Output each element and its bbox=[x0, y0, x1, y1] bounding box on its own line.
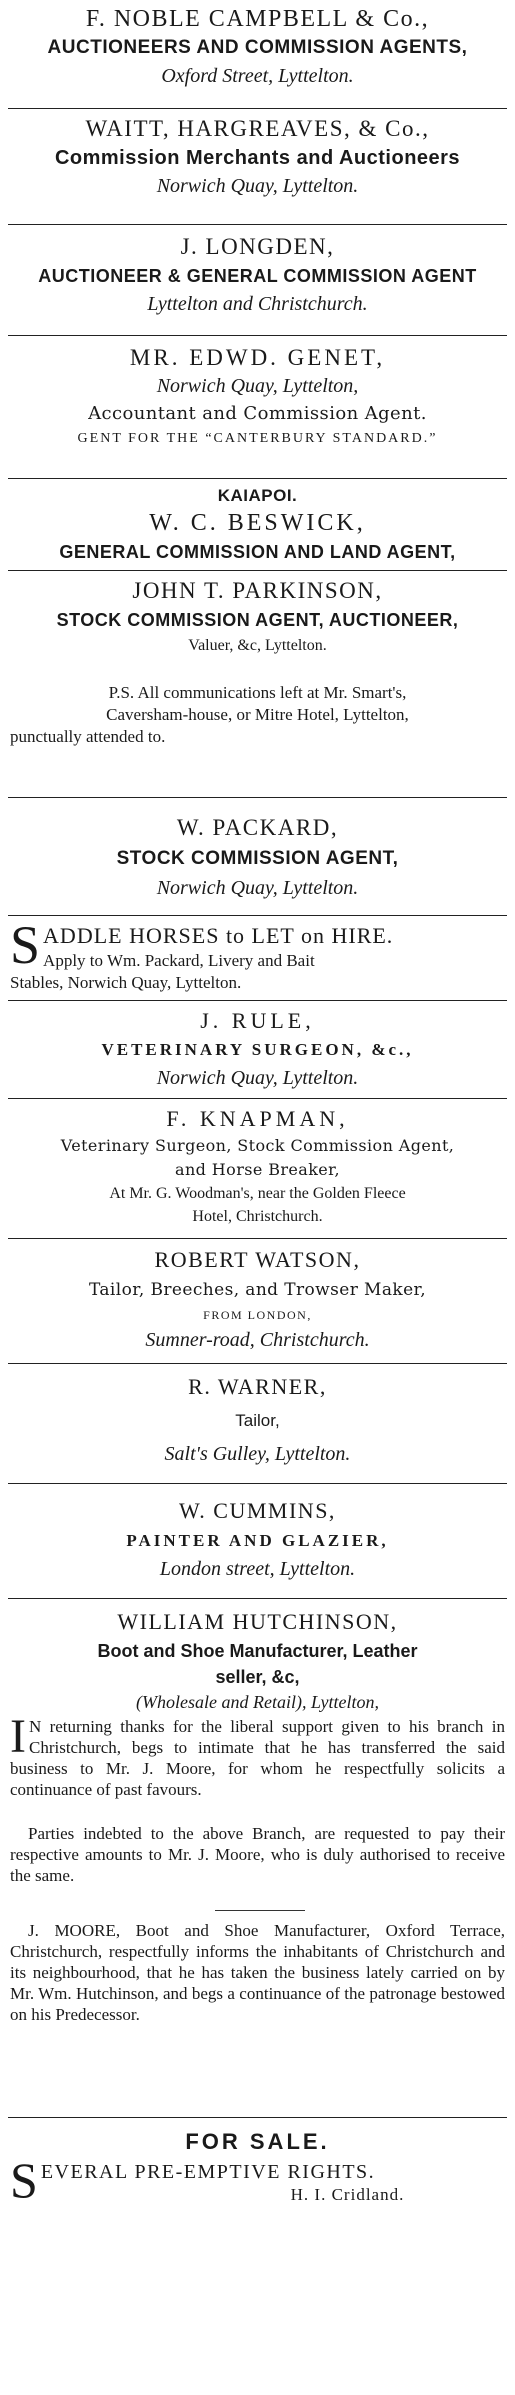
advertiser-name: F. NOBLE CAMPBELL & Co., bbox=[85, 6, 430, 32]
ad-heading: Accountant and Commission Agent. bbox=[88, 403, 427, 424]
divider bbox=[8, 1598, 507, 1599]
ad-address: Lyttelton and Christchurch. bbox=[147, 293, 368, 315]
divider bbox=[8, 1483, 507, 1484]
divider bbox=[8, 797, 507, 798]
ad-heading: STOCK COMMISSION AGENT, bbox=[116, 848, 399, 869]
ad-heading: FOR SALE. bbox=[185, 2129, 330, 2154]
ad-rule bbox=[0, 1006, 515, 1092]
advertiser-name: J. LONGDEN, bbox=[180, 234, 335, 259]
moore-paragraph bbox=[10, 1920, 505, 2025]
ad-body-line: Apply to Wm. Packard, Livery and Bait bbox=[43, 951, 315, 970]
for-sale-body bbox=[10, 2152, 505, 2208]
ad-heading: and Horse Breaker, bbox=[175, 1160, 340, 1179]
advertiser-signature: H. I. Cridland. bbox=[290, 2185, 405, 2204]
ad-heading: Veterinary Surgeon, Stock Commission Agent, bbox=[60, 1136, 455, 1155]
hutchinson-paragraph bbox=[10, 1823, 505, 1886]
advertiser-name: J. RULE, bbox=[200, 1008, 315, 1033]
advertiser-name: ROBERT WATSON, bbox=[154, 1247, 361, 1272]
divider bbox=[8, 1000, 507, 1001]
divider bbox=[8, 915, 507, 916]
divider bbox=[8, 108, 507, 109]
ad-heading: ADDLE HORSES to LET on HIRE. bbox=[43, 923, 394, 948]
ad-heading: seller, &c, bbox=[215, 1667, 300, 1687]
ad-address: London street, Lyttelton. bbox=[159, 1558, 356, 1580]
advertiser-name: WAITT, HARGREAVES, & Co., bbox=[85, 116, 430, 141]
ad-postscript bbox=[10, 682, 505, 748]
ad-body-line: EVERAL PRE-EMPTIVE RIGHTS. bbox=[40, 2161, 376, 2183]
ad-heading: GENERAL COMMISSION AND LAND AGENT, bbox=[59, 542, 456, 562]
divider bbox=[8, 335, 507, 336]
ad-address: Salt's Gulley, Lyttelton. bbox=[164, 1443, 351, 1465]
ad-watson bbox=[0, 1244, 515, 1354]
divider bbox=[8, 1238, 507, 1239]
ad-heading: Commission Merchants and Auctioneers bbox=[54, 147, 461, 169]
ad-address: Norwich Quay, Lyttelton. bbox=[156, 1067, 359, 1089]
postscript-line: Caversham-house, or Mitre Hotel, Lyttelton, bbox=[106, 705, 409, 724]
ad-address: Norwich Quay, Lyttelton, bbox=[156, 375, 359, 397]
ad-address: Norwich Quay, Lyttelton. bbox=[156, 175, 359, 197]
ad-noble-campbell bbox=[0, 4, 515, 90]
ad-parkinson bbox=[0, 576, 515, 658]
paragraph-text: J. MOORE, Boot and Shoe Manufacturer, Oxford Terrace, Christchurch, respectfully informs the inhabitants of Christchurch and its neighbourhood, that he has taken the business lately carried on by Mr. Wm. Hutchinson, and begs a continuance of the patronage bestowed on his Predecessor. bbox=[10, 1921, 505, 2024]
ad-note: FROM LONDON, bbox=[203, 1308, 312, 1322]
ad-hutchinson bbox=[0, 1606, 515, 1714]
ad-heading: VETERINARY SURGEON, &c., bbox=[101, 1040, 414, 1059]
ad-knapman bbox=[0, 1104, 515, 1228]
ad-heading: PAINTER AND GLAZIER, bbox=[126, 1531, 389, 1550]
ad-address: Oxford Street, Lyttelton. bbox=[161, 65, 354, 87]
divider bbox=[8, 224, 507, 225]
advertiser-name: R. WARNER, bbox=[188, 1374, 327, 1399]
ad-heading: Tailor, bbox=[235, 1411, 280, 1430]
advertiser-name: F. KNAPMAN, bbox=[166, 1106, 349, 1131]
advertiser-name: JOHN T. PARKINSON, bbox=[132, 578, 383, 603]
drop-cap: S bbox=[10, 2152, 38, 2208]
ad-heading: AUCTIONEERS AND COMMISSION AGENTS, bbox=[47, 37, 468, 58]
divider bbox=[8, 2117, 507, 2118]
ad-heading: Boot and Shoe Manufacturer, Leather bbox=[97, 1641, 418, 1661]
advertiser-name: MR. EDWD. GENET, bbox=[129, 345, 386, 370]
ad-body-line: At Mr. G. Woodman's, near the Golden Fleece bbox=[109, 1185, 406, 1202]
ad-saddle-horses bbox=[10, 915, 505, 994]
ad-body-line: Hotel, Christchurch. bbox=[192, 1208, 323, 1225]
drop-cap: I bbox=[10, 1710, 26, 1763]
advertiser-name: WILLIAM HUTCHINSON, bbox=[117, 1609, 398, 1634]
paragraph-text: N returning thanks for the liberal support given to his branch in Christchurch, begs to intimate that he has transferred the said business to Mr. J. Moore, for whom he respectfully solicits a continuance of past favours. bbox=[10, 1717, 505, 1799]
divider bbox=[8, 478, 507, 479]
ad-address: (Wholesale and Retail), Lyttelton, bbox=[136, 1692, 379, 1712]
ad-waitt-hargreaves bbox=[0, 114, 515, 200]
advertiser-name: W. PACKARD, bbox=[176, 815, 339, 840]
postscript-line: punctually attended to. bbox=[10, 727, 166, 746]
ad-address: Sumner-road, Christchurch. bbox=[145, 1329, 370, 1351]
ad-subheading: Valuer, &c, Lyttelton. bbox=[188, 637, 327, 654]
ad-cummins bbox=[0, 1495, 515, 1583]
ad-heading: STOCK COMMISSION AGENT, AUCTIONEER, bbox=[56, 610, 459, 630]
ad-heading: AUCTIONEER & GENERAL COMMISSION AGENT bbox=[38, 266, 477, 286]
ad-genet bbox=[0, 343, 515, 451]
advertiser-name: W. C. BESWICK, bbox=[149, 510, 366, 536]
drop-cap: S bbox=[10, 915, 41, 975]
ad-address: Norwich Quay, Lyttelton. bbox=[156, 877, 359, 899]
postscript-line: P.S. All communications left at Mr. Smart's, bbox=[108, 683, 407, 702]
divider bbox=[8, 1098, 507, 1099]
ad-for-sale bbox=[0, 2126, 515, 2158]
short-divider bbox=[215, 1910, 305, 1911]
divider bbox=[8, 570, 507, 571]
ad-beswick bbox=[0, 484, 515, 566]
ad-packard bbox=[0, 812, 515, 902]
hutchinson-paragraph bbox=[10, 1710, 505, 1800]
divider bbox=[8, 1363, 507, 1364]
advertiser-name: W. CUMMINS, bbox=[179, 1498, 336, 1523]
ad-place: KAIAPOI. bbox=[217, 486, 298, 505]
ad-body-line: Stables, Norwich Quay, Lyttelton. bbox=[10, 973, 242, 992]
ad-warner bbox=[0, 1369, 515, 1471]
ad-heading: Tailor, Breeches, and Trowser Maker, bbox=[88, 1280, 427, 1300]
ad-longden bbox=[0, 232, 515, 318]
paragraph-text: Parties indebted to the above Branch, are requested to pay their respective amounts to Mr. J. Moore, who is duly authorised to receive the same. bbox=[10, 1824, 505, 1885]
ad-note: GENT FOR THE “CANTERBURY STANDARD.” bbox=[77, 431, 438, 446]
